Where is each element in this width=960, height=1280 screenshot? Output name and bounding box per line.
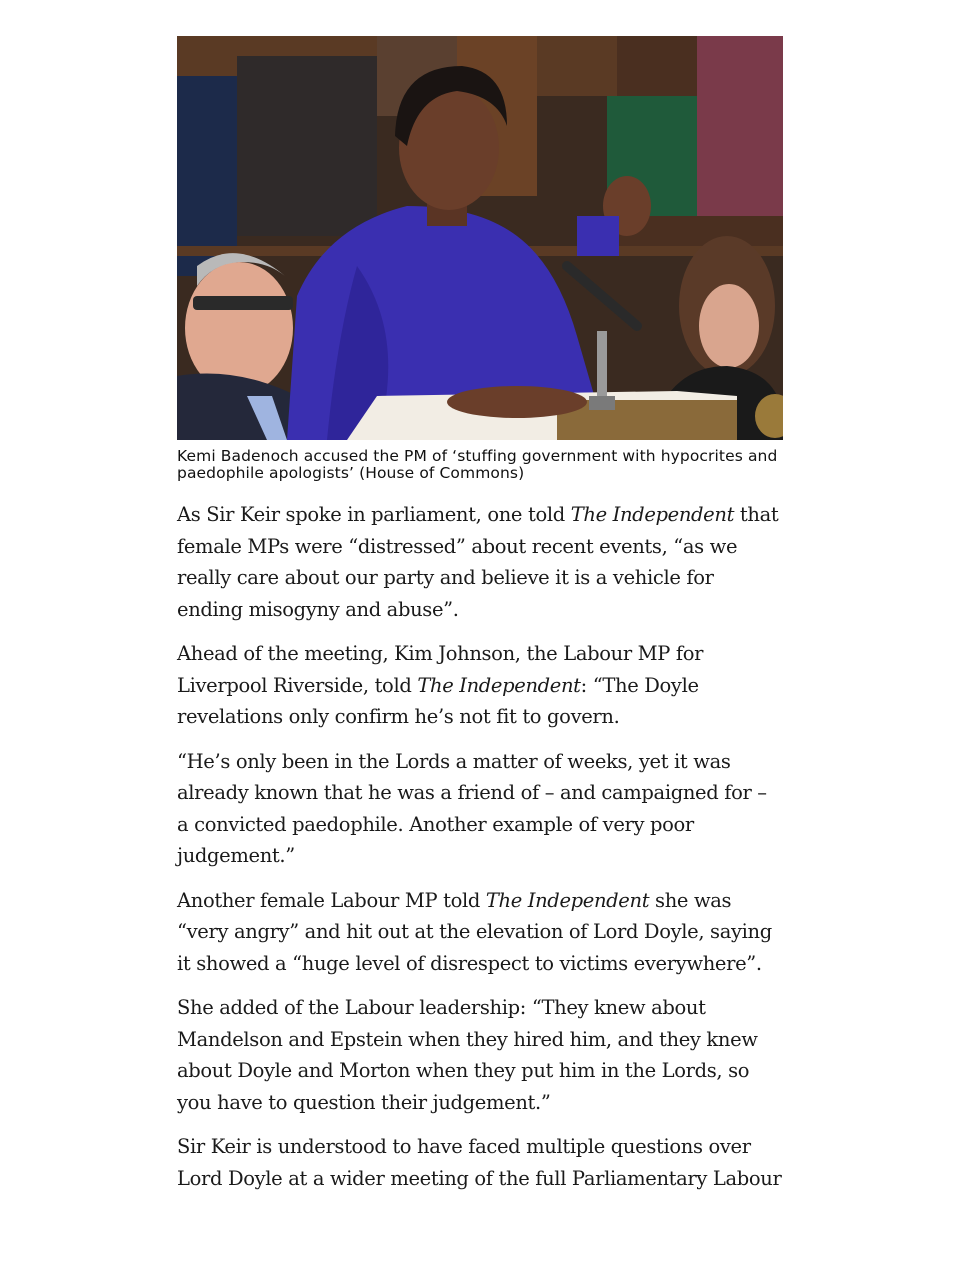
article [177, 36, 783, 1207]
article-body [177, 499, 783, 1194]
paragraph-2: Ahead of the meeting, Kim Johnson, the Labour MP for Liverpool Riverside, told The Independent: “The Doyle revelations only confirm he’s not fit to govern. [177, 642, 704, 728]
paragraph-3: “He’s only been in the Lords a matter of weeks, yet it was already known that he was a friend of – and campaigned for – a convicted paedophile. Another example of very poor judgement.” [177, 749, 767, 867]
publication-name: The Independent [570, 503, 735, 526]
paragraph-1: As Sir Keir spoke in parliament, one told The Independent that female MPs were “distressed” about recent events, “as we really care about our party and believe it is a vehicle for ending misogyny and abuse”. [177, 503, 779, 621]
paragraph-6: Sir Keir is understood to have faced multiple questions over Lord Doyle at a wider meeting of the full Parliamentary Labour [177, 1135, 782, 1190]
publication-name: The Independent [417, 673, 581, 697]
publication-name: The Independent [485, 888, 650, 912]
paragraph-5: She added of the Labour leadership: “They knew about Mandelson and Epstein when they hired him, and they knew about Doyle and Morton when they put him in the Lords, so you have to question their judgement.” [177, 996, 758, 1114]
photo-illustration [177, 36, 783, 440]
article-figure [177, 36, 783, 482]
article-photo[interactable] [177, 36, 783, 440]
photo-caption: Kemi Badenoch accused the PM of ‘stuffing government with hypocrites and paedophile apologists’ (House of Commons) [177, 447, 778, 482]
paragraph-4: Another female Labour MP told The Independent she was “very angry” and hit out at the elevation of Lord Doyle, saying it showed a “huge level of disrespect to victims everywhere”. [177, 888, 772, 975]
